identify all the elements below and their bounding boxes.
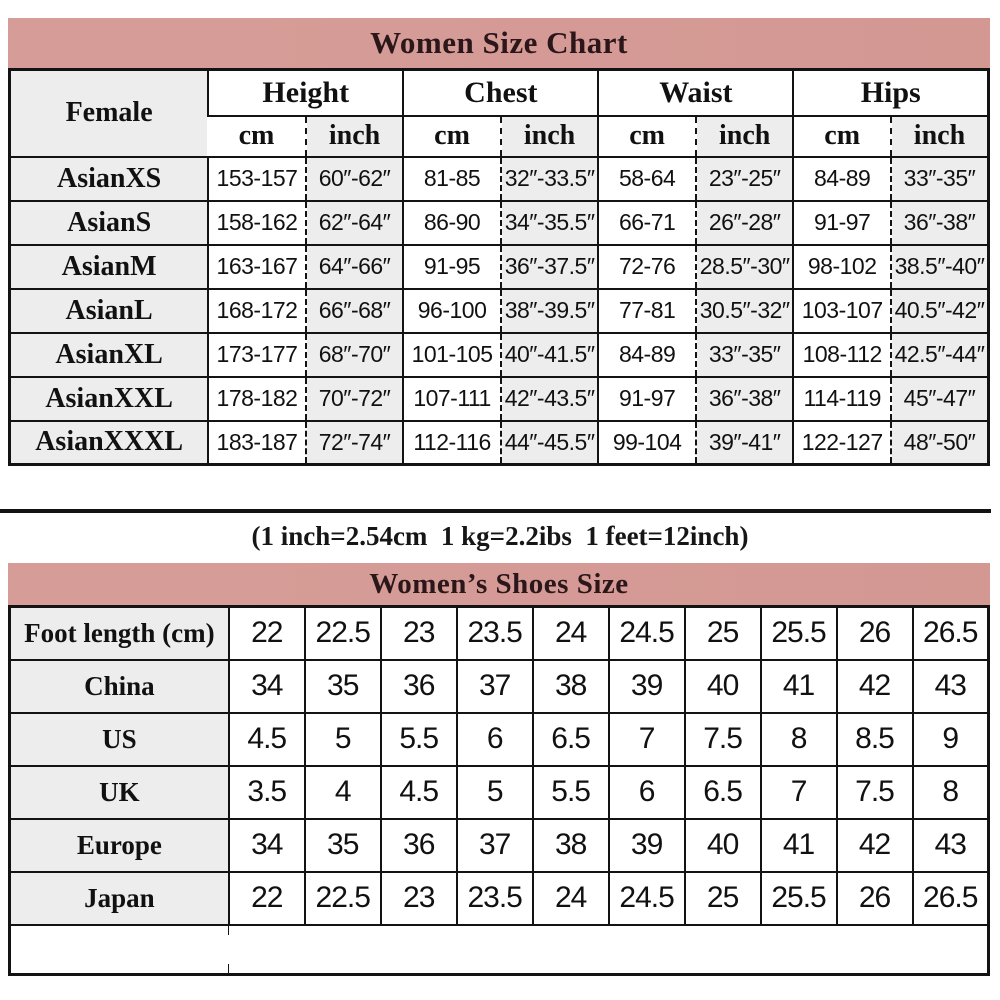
value-cell: 26.5: [913, 607, 989, 660]
value-cell: 38″-39.5″: [501, 289, 599, 333]
value-cell: 70″-72″: [306, 377, 404, 421]
value-cell: 173-177: [208, 333, 306, 377]
women-size-chart-title: Women Size Chart: [370, 25, 628, 60]
value-cell: 39″-41″: [696, 421, 794, 465]
row-label-cell: AsianS: [10, 201, 209, 245]
value-cell: 60″-62″: [306, 157, 404, 201]
shoes-size-table-body: [10, 607, 989, 925]
table-row: [10, 157, 989, 201]
row-label-cell: UK: [10, 766, 229, 819]
value-cell: 24.5: [609, 872, 685, 925]
empty-label-cell: [10, 925, 229, 975]
table-row: [10, 819, 989, 872]
row-label-cell: AsianXS: [10, 157, 209, 201]
value-cell: 33″-35″: [891, 157, 989, 201]
value-cell: 43: [913, 819, 989, 872]
value-cell: 25: [685, 872, 761, 925]
value-cell: 37: [457, 660, 533, 713]
unit-header-cell: cm: [403, 116, 501, 157]
value-cell: 22: [229, 872, 305, 925]
table-row: [10, 872, 989, 925]
table-row: [10, 713, 989, 766]
value-cell: 84-89: [793, 157, 891, 201]
value-cell: 183-187: [208, 421, 306, 465]
women-size-table-body: [10, 157, 989, 465]
women-size-chart-banner: [8, 18, 990, 68]
value-cell: 23.5: [457, 607, 533, 660]
table-row: [10, 245, 989, 289]
value-cell: 6.5: [685, 766, 761, 819]
value-cell: 112-116: [403, 421, 501, 465]
value-cell: 8.5: [837, 713, 913, 766]
value-cell: 101-105: [403, 333, 501, 377]
unit-header-cell: inch: [891, 116, 989, 157]
value-cell: 96-100: [403, 289, 501, 333]
value-cell: 38: [533, 660, 609, 713]
value-cell: 66-71: [598, 201, 696, 245]
value-cell: 36″-38″: [696, 377, 794, 421]
value-cell: 22: [229, 607, 305, 660]
row-label-cell: Japan: [10, 872, 229, 925]
value-cell: 34: [229, 660, 305, 713]
row-label-cell: AsianL: [10, 289, 209, 333]
value-cell: 39: [609, 819, 685, 872]
value-cell: 37: [457, 819, 533, 872]
value-cell: 36″-38″: [891, 201, 989, 245]
value-cell: 114-119: [793, 377, 891, 421]
value-cell: 48″-50″: [891, 421, 989, 465]
value-cell: 178-182: [208, 377, 306, 421]
unit-header-cell: cm: [208, 116, 306, 157]
value-cell: 36: [381, 819, 457, 872]
shoes-size-section: [8, 563, 990, 976]
value-cell: 66″-68″: [306, 289, 404, 333]
value-cell: 108-112: [793, 333, 891, 377]
table-row: [10, 421, 989, 465]
value-cell: 42″-43.5″: [501, 377, 599, 421]
value-cell: 40.5″-42″: [891, 289, 989, 333]
row-label-cell: Foot length (cm): [10, 607, 229, 660]
value-cell: 25.5: [761, 607, 837, 660]
value-cell: 72-76: [598, 245, 696, 289]
value-cell: 25: [685, 607, 761, 660]
group-header-row: [10, 70, 989, 116]
table-row: [10, 660, 989, 713]
empty-row: [10, 925, 989, 975]
shoes-size-title: Women’s Shoes Size: [369, 567, 629, 600]
value-cell: 98-102: [793, 245, 891, 289]
unit-header-cell: cm: [793, 116, 891, 157]
table-row: [10, 766, 989, 819]
value-cell: 36″-37.5″: [501, 245, 599, 289]
value-cell: 7: [761, 766, 837, 819]
table-row: [10, 333, 989, 377]
value-cell: 8: [913, 766, 989, 819]
value-cell: 3.5: [229, 766, 305, 819]
divider-rule: [0, 509, 991, 513]
value-cell: 81-85: [403, 157, 501, 201]
value-cell: 77-81: [598, 289, 696, 333]
value-cell: 84-89: [598, 333, 696, 377]
shoes-size-banner: [8, 563, 990, 605]
value-cell: 5.5: [533, 766, 609, 819]
value-cell: 99-104: [598, 421, 696, 465]
value-cell: 64″-66″: [306, 245, 404, 289]
value-cell: 4.5: [381, 766, 457, 819]
value-cell: 8: [761, 713, 837, 766]
value-cell: 153-157: [208, 157, 306, 201]
value-cell: 40: [685, 819, 761, 872]
value-cell: 22.5: [305, 607, 381, 660]
value-cell: 40″-41.5″: [501, 333, 599, 377]
value-cell: 62″-64″: [306, 201, 404, 245]
value-cell: 32″-33.5″: [501, 157, 599, 201]
row-label-cell: Europe: [10, 819, 229, 872]
value-cell: 43: [913, 660, 989, 713]
value-cell: 34: [229, 819, 305, 872]
value-cell: 42: [837, 660, 913, 713]
value-cell: 22.5: [305, 872, 381, 925]
value-cell: 91-95: [403, 245, 501, 289]
value-cell: 7: [609, 713, 685, 766]
value-cell: 91-97: [793, 201, 891, 245]
value-cell: 23″-25″: [696, 157, 794, 201]
value-cell: 34″-35.5″: [501, 201, 599, 245]
unit-header-cell: inch: [501, 116, 599, 157]
unit-header-cell: inch: [306, 116, 404, 157]
value-cell: 26: [837, 872, 913, 925]
value-cell: 28.5″-30″: [696, 245, 794, 289]
row-label-cell: AsianXXXL: [10, 421, 209, 465]
table-row: [10, 201, 989, 245]
value-cell: 23: [381, 872, 457, 925]
chest-group-header: Chest: [403, 70, 598, 116]
table-row: [10, 607, 989, 660]
value-cell: 6.5: [533, 713, 609, 766]
row-label-cell: US: [10, 713, 229, 766]
value-cell: 23: [381, 607, 457, 660]
shoes-size-table: [8, 605, 990, 976]
value-cell: 45″-47″: [891, 377, 989, 421]
value-cell: 24.5: [609, 607, 685, 660]
table-row: [10, 377, 989, 421]
row-label-cell: AsianM: [10, 245, 209, 289]
value-cell: 36: [381, 660, 457, 713]
hips-group-header: Hips: [793, 70, 988, 116]
value-cell: 42: [837, 819, 913, 872]
table-row: [10, 289, 989, 333]
value-cell: 23.5: [457, 872, 533, 925]
value-cell: 68″-70″: [306, 333, 404, 377]
value-cell: 26″-28″: [696, 201, 794, 245]
section-gap: [0, 553, 1000, 563]
value-cell: 5.5: [381, 713, 457, 766]
top-margin: [0, 0, 1000, 18]
value-cell: 107-111: [403, 377, 501, 421]
value-cell: 163-167: [208, 245, 306, 289]
value-cell: 158-162: [208, 201, 306, 245]
shoes-table-footer: [10, 925, 989, 975]
row-label-cell: China: [10, 660, 229, 713]
value-cell: 91-97: [598, 377, 696, 421]
conversion-note: (1 inch=2.54cm 1 kg=2.2ibs 1 feet=12inch): [251, 521, 749, 551]
value-cell: 25.5: [761, 872, 837, 925]
value-cell: 58-64: [598, 157, 696, 201]
value-cell: 6: [457, 713, 533, 766]
value-cell: 24: [533, 607, 609, 660]
value-cell: 39: [609, 660, 685, 713]
empty-value-cell: [229, 925, 989, 975]
value-cell: 26: [837, 607, 913, 660]
value-cell: 35: [305, 660, 381, 713]
row-label-cell: AsianXL: [10, 333, 209, 377]
women-size-chart-section: [8, 18, 990, 466]
value-cell: 41: [761, 660, 837, 713]
unit-header-cell: inch: [696, 116, 794, 157]
value-cell: 86-90: [403, 201, 501, 245]
row-label-cell: AsianXXL: [10, 377, 209, 421]
unit-header-cell: cm: [598, 116, 696, 157]
value-cell: 30.5″-32″: [696, 289, 794, 333]
female-header-cell: Female: [10, 70, 209, 157]
value-cell: 9: [913, 713, 989, 766]
value-cell: 6: [609, 766, 685, 819]
value-cell: 38.5″-40″: [891, 245, 989, 289]
value-cell: 5: [305, 713, 381, 766]
women-size-table: [8, 68, 990, 466]
value-cell: 168-172: [208, 289, 306, 333]
value-cell: 24: [533, 872, 609, 925]
waist-group-header: Waist: [598, 70, 793, 116]
value-cell: 41: [761, 819, 837, 872]
value-cell: 7.5: [837, 766, 913, 819]
value-cell: 72″-74″: [306, 421, 404, 465]
value-cell: 122-127: [793, 421, 891, 465]
value-cell: 33″-35″: [696, 333, 794, 377]
height-group-header: Height: [208, 70, 403, 116]
value-cell: 40: [685, 660, 761, 713]
value-cell: 35: [305, 819, 381, 872]
value-cell: 38: [533, 819, 609, 872]
value-cell: 103-107: [793, 289, 891, 333]
value-cell: 7.5: [685, 713, 761, 766]
women-size-table-header: [10, 70, 989, 157]
value-cell: 26.5: [913, 872, 989, 925]
value-cell: 5: [457, 766, 533, 819]
value-cell: 4: [305, 766, 381, 819]
value-cell: 44″-45.5″: [501, 421, 599, 465]
value-cell: 42.5″-44″: [891, 333, 989, 377]
value-cell: 4.5: [229, 713, 305, 766]
